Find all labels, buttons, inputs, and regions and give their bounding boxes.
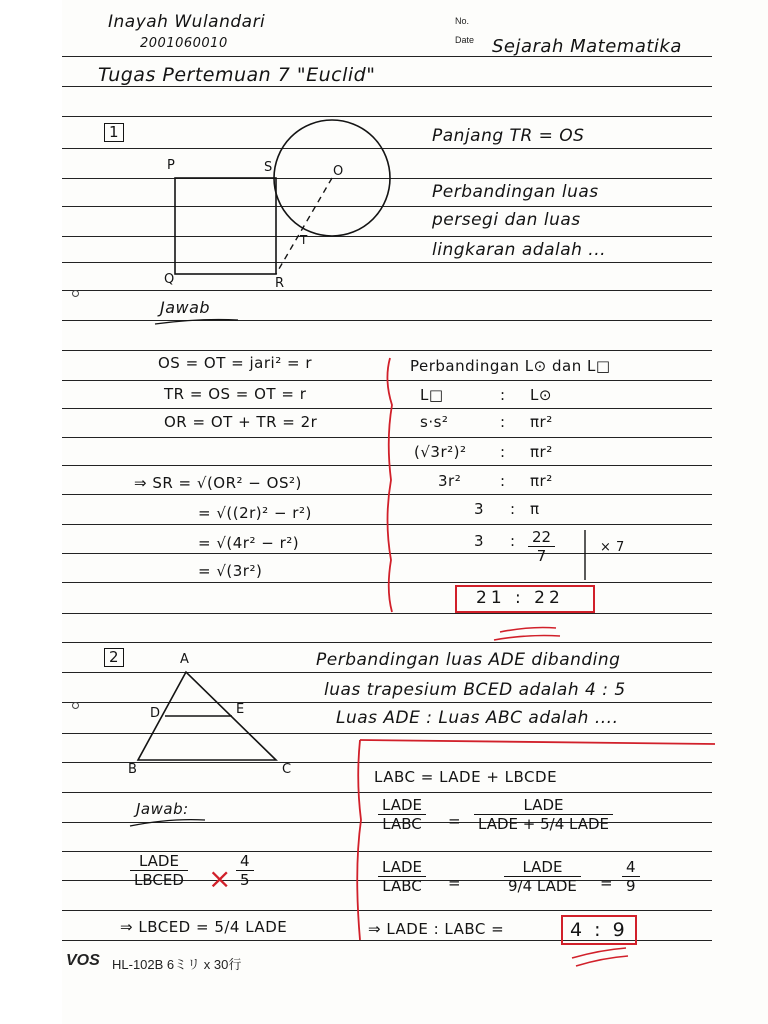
assignment-title: Tugas Pertemuan 7 "Euclid"	[98, 64, 376, 86]
right-frac2-num-left: LADE	[378, 858, 426, 877]
fraction-denominator: 7	[536, 547, 547, 565]
work-line-7: = √(3r²)	[198, 562, 263, 580]
right-frac2-final	[622, 858, 640, 895]
ratio-row-1-cell-2: :	[500, 386, 506, 404]
right-frac1-den-left: LABC	[382, 815, 422, 833]
result-2: 4 : 9	[570, 919, 628, 941]
problem2-line1: Perbandingan luas ADE dibanding	[316, 650, 621, 670]
right-frac1-left	[378, 796, 426, 833]
point-b: B	[128, 762, 138, 777]
ratio-row-5-cell-2: :	[510, 500, 516, 518]
problem1-given: Panjang TR = OS	[432, 126, 585, 146]
work-line-4: ⇒ SR = √(OR² − OS²)	[134, 474, 302, 492]
right-frac2-den-mid: 9/4 LADE	[508, 877, 577, 895]
right-frac2-den-final: 9	[626, 877, 636, 895]
problem1-question-line2: persegi dan luas	[432, 210, 581, 230]
answer-label-1: Jawab	[160, 298, 211, 317]
right-frac1-right	[474, 796, 613, 833]
right-frac1-eq: =	[448, 812, 462, 830]
work-line-6: = √(4r² − r²)	[198, 534, 300, 552]
result-underline-1	[494, 628, 560, 641]
right-frac1-num-left: LADE	[378, 796, 426, 815]
right-frac2-eq: =	[448, 874, 462, 892]
point-q: Q	[164, 272, 175, 287]
red-divider-1	[387, 358, 392, 612]
left-fraction-den2: 5	[240, 871, 250, 889]
work-line-3: OR = OT + TR = 2r	[164, 413, 318, 431]
point-p: P	[167, 158, 176, 173]
ratio-row-3-cell-1: (√3r²)²	[414, 443, 467, 461]
ratio-row-3-cell-3: πr²	[530, 443, 553, 461]
point-d: D	[150, 706, 161, 721]
right-frac2-num-final: 4	[622, 858, 640, 877]
point-a: A	[180, 652, 190, 667]
left-fraction-num: LADE	[130, 852, 188, 871]
ratio-row-5-cell-3: π	[530, 500, 540, 518]
red-divider-2	[357, 740, 361, 940]
left-fraction-den: LBCED	[134, 871, 184, 889]
ratio-row-4-cell-3: πr²	[530, 472, 553, 490]
fraction-row-left: 3	[474, 532, 485, 550]
no-label: No.	[455, 16, 470, 26]
result-1: 21 : 22	[476, 588, 564, 608]
student-id: 2001060010	[140, 36, 228, 51]
point-r: R	[275, 276, 285, 291]
red-divider-top	[360, 740, 715, 744]
jawab-underline	[155, 320, 238, 325]
course-title: Sejarah Matematika	[492, 36, 682, 57]
problem-number-2: 2	[104, 648, 124, 667]
problem1-question-line1: Perbandingan luas	[432, 182, 599, 202]
student-name: Inayah Wulandari	[108, 12, 266, 32]
problem2-line3: Luas ADE : Luas ABC adalah ....	[336, 708, 619, 728]
fraction-numerator: 22	[528, 528, 555, 547]
work-line-5: = √((2r)² − r²)	[198, 504, 312, 522]
ratio-row-5-cell-1: 3	[474, 500, 485, 518]
segment-or	[276, 178, 332, 274]
ratio-row-2-cell-1: s·s²	[420, 413, 449, 431]
right-frac1-num-right: LADE	[474, 796, 613, 815]
right-frac2-mid	[504, 858, 581, 895]
right-frac2-den-left: LABC	[382, 877, 422, 895]
footer-brand: VOS	[66, 952, 100, 969]
right-title-1: Perbandingan L⊙ dan L□	[410, 357, 611, 375]
problem-number-1: 1	[104, 123, 124, 142]
left-fraction-lade-lbced	[130, 852, 188, 889]
problem2-line2: luas trapesium BCED adalah 4 : 5	[324, 680, 626, 700]
ratio-row-2-cell-3: πr²	[530, 413, 553, 431]
work-line-2: TR = OS = OT = r	[164, 385, 307, 403]
point-c: C	[282, 762, 292, 777]
work-line-1: OS = OT = jari² = r	[158, 354, 312, 372]
fraction-22-7	[528, 528, 555, 565]
ratio-row-2-cell-2: :	[500, 413, 506, 431]
right-frac2-num-mid: LADE	[504, 858, 581, 877]
conclusion: ⇒ LADE : LABC =	[368, 920, 505, 938]
right-frac2-left	[378, 858, 426, 895]
right-frac2-eq2: =	[600, 874, 614, 892]
right-line-1: LABC = LADE + LBCDE	[374, 768, 558, 786]
point-t: T	[300, 233, 308, 247]
left-result: ⇒ LBCED = 5/4 LADE	[120, 918, 288, 936]
ratio-row-1-cell-1: L□	[420, 386, 444, 404]
multiplier: × 7	[600, 540, 625, 555]
result-underline-2	[572, 948, 628, 966]
ratio-row-4-cell-2: :	[500, 472, 506, 490]
point-s: S	[264, 160, 273, 175]
ratio-row-1-cell-3: L⊙	[530, 386, 552, 404]
jawab-underline-2	[130, 820, 205, 826]
left-fraction-4-5	[236, 852, 254, 889]
cross-mark: ×	[208, 862, 232, 895]
answer-label-2: Jawab:	[136, 800, 189, 818]
left-fraction-num2: 4	[236, 852, 254, 871]
ratio-row-3-cell-2: :	[500, 443, 506, 461]
date-label: Date	[455, 35, 475, 45]
point-e: E	[236, 702, 245, 717]
right-frac1-den-right: LADE + 5/4 LADE	[478, 815, 609, 833]
footer-model: HL-102B 6ミリ x 30行	[112, 957, 242, 972]
square-psrq	[175, 178, 276, 274]
fraction-row-colon: :	[510, 532, 516, 550]
problem1-question-line3: lingkaran adalah ...	[432, 240, 607, 260]
point-o: O	[333, 164, 344, 179]
ratio-row-4-cell-1: 3r²	[438, 472, 462, 490]
